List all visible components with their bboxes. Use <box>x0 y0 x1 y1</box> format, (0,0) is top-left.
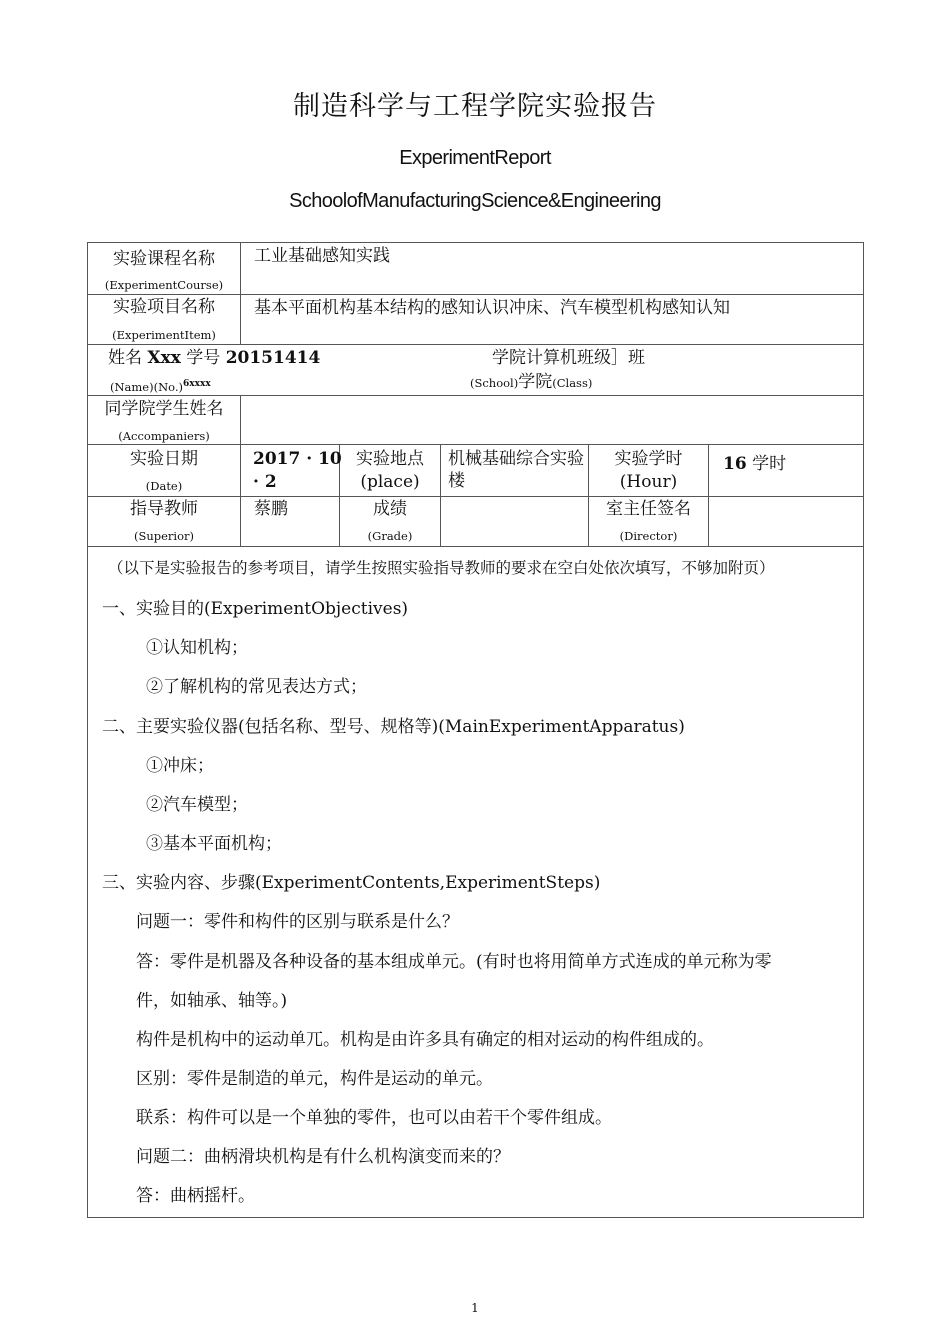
instruction-note: （以下是实验报告的参考项目，请学生按照实验指导教师的要求在空白处依次填写，不够加附页） <box>108 559 775 577</box>
apparatus-item: ①冲床； <box>146 756 214 776</box>
number-value: 20151414 <box>225 348 321 368</box>
row-divider <box>88 546 863 547</box>
hour-value-unit: 学时 <box>752 454 787 474</box>
course-label-en: (ExperimentCourse) <box>104 278 224 292</box>
column-divider <box>240 395 241 546</box>
row-divider <box>88 294 863 295</box>
page-number: 1 <box>471 1301 479 1315</box>
date-label: 实验日期 <box>130 449 198 469</box>
row-divider <box>88 496 863 497</box>
answer-1-line: 件，如轴承、轴等。) <box>136 991 288 1011</box>
superior-label-en: (Superior) <box>133 529 195 543</box>
grade-label: 成绩 <box>373 499 407 519</box>
date-value-line1: 2017 · 10 <box>253 449 342 469</box>
answer-1-line: 联系：构件可以是一个单独的零件，也可以由若干个零件组成。 <box>136 1108 612 1128</box>
item-label-en: (ExperimentItem) <box>112 328 216 342</box>
apparatus-item: ②汽车模型； <box>146 795 248 815</box>
apparatus-item: ③基本平面机构； <box>146 834 282 854</box>
class-label-en: (Class) <box>552 376 593 390</box>
school-value: 学院 <box>518 372 553 392</box>
name-number-line <box>108 347 320 369</box>
hour-value <box>723 453 786 475</box>
school-class-text: 学院计算机班级］班 <box>492 348 645 368</box>
superior-label: 指导教师 <box>130 499 198 519</box>
column-divider <box>240 243 241 344</box>
row-divider <box>88 395 863 396</box>
school-title-en: SchoolofManufacturingScience&Engineering <box>289 190 661 212</box>
hour-value-number: 16 <box>723 454 747 474</box>
row-divider <box>88 344 863 345</box>
name-label: 姓名 <box>108 348 142 368</box>
place-label-en: (place) <box>360 472 420 492</box>
report-title-cn: 制造科学与工程学院实验报告 <box>293 91 657 122</box>
date-value-line2: · 2 <box>253 472 277 492</box>
answer-1-line: 构件是机构中的运动单兀。机构是由许多具有确定的相对运动的构件组成的。 <box>136 1030 714 1050</box>
report-title-en: ExperimentReport <box>399 147 551 169</box>
grade-label-en: (Grade) <box>367 529 413 543</box>
answer-2: 答：曲柄摇杆。 <box>136 1186 255 1206</box>
accompanier-label: 同学院学生姓名 <box>104 399 224 419</box>
report-form <box>87 242 864 1218</box>
hour-label: 实验学时 <box>614 449 683 469</box>
question-2: 问题二：曲柄滑块机构是有什么机构演变而来的？ <box>136 1147 510 1167</box>
name-number-en <box>110 377 211 394</box>
section-contents-heading: 三、实验内容、步骤(ExperimentContents,ExperimentSteps) <box>102 873 601 893</box>
course-label: 实验课程名称 <box>113 249 215 269</box>
hour-label-en: (Hour) <box>619 472 678 492</box>
item-label: 实验项目名称 <box>113 297 215 317</box>
column-divider <box>440 444 441 546</box>
school-class-en <box>470 371 592 394</box>
section-apparatus-heading: 二、主要实验仪器(包括名称、型号、规格等)(MainExperimentApparatus) <box>102 717 685 737</box>
director-label: 室主任签名 <box>606 499 691 519</box>
superior-value: 蔡鹏 <box>254 499 288 519</box>
item-value: 基本平面机构基本结构的感知认识冲床、汽车模型机构感知认知 <box>254 298 730 318</box>
objective-item: ①认知机构； <box>146 638 248 658</box>
section-objectives-heading: 一、实验目的(ExperimentObjectives) <box>102 599 409 619</box>
course-value: 工业基础感知实践 <box>254 246 390 266</box>
place-label: 实验地点 <box>356 449 424 469</box>
school-label-en: (School) <box>470 376 519 390</box>
objective-item: ②了解机构的常见表达方式； <box>146 677 367 697</box>
director-label-en: (Director) <box>619 529 678 543</box>
answer-1-line: 区别：零件是制造的单元，构件是运动的单元。 <box>136 1069 493 1089</box>
question-1: 问题一：零件和构件的区别与联系是什么？ <box>136 912 459 932</box>
accompanier-label-en: (Accompaniers) <box>118 429 210 443</box>
place-value: 机械基础综合实验楼 <box>448 449 584 491</box>
number-superscript: 6xxxx <box>183 379 211 389</box>
number-label: 学号 <box>186 348 221 368</box>
name-value: Xxx <box>147 348 181 368</box>
row-divider <box>88 444 863 445</box>
date-label-en: (Date) <box>145 479 183 493</box>
name-number-label-en: (Name)(No.) <box>110 379 184 394</box>
column-divider <box>708 444 709 546</box>
answer-1-line: 答：零件是机器及各种设备的基本组成单元。(有时也将用简单方式连成的单元称为零 <box>136 952 772 972</box>
